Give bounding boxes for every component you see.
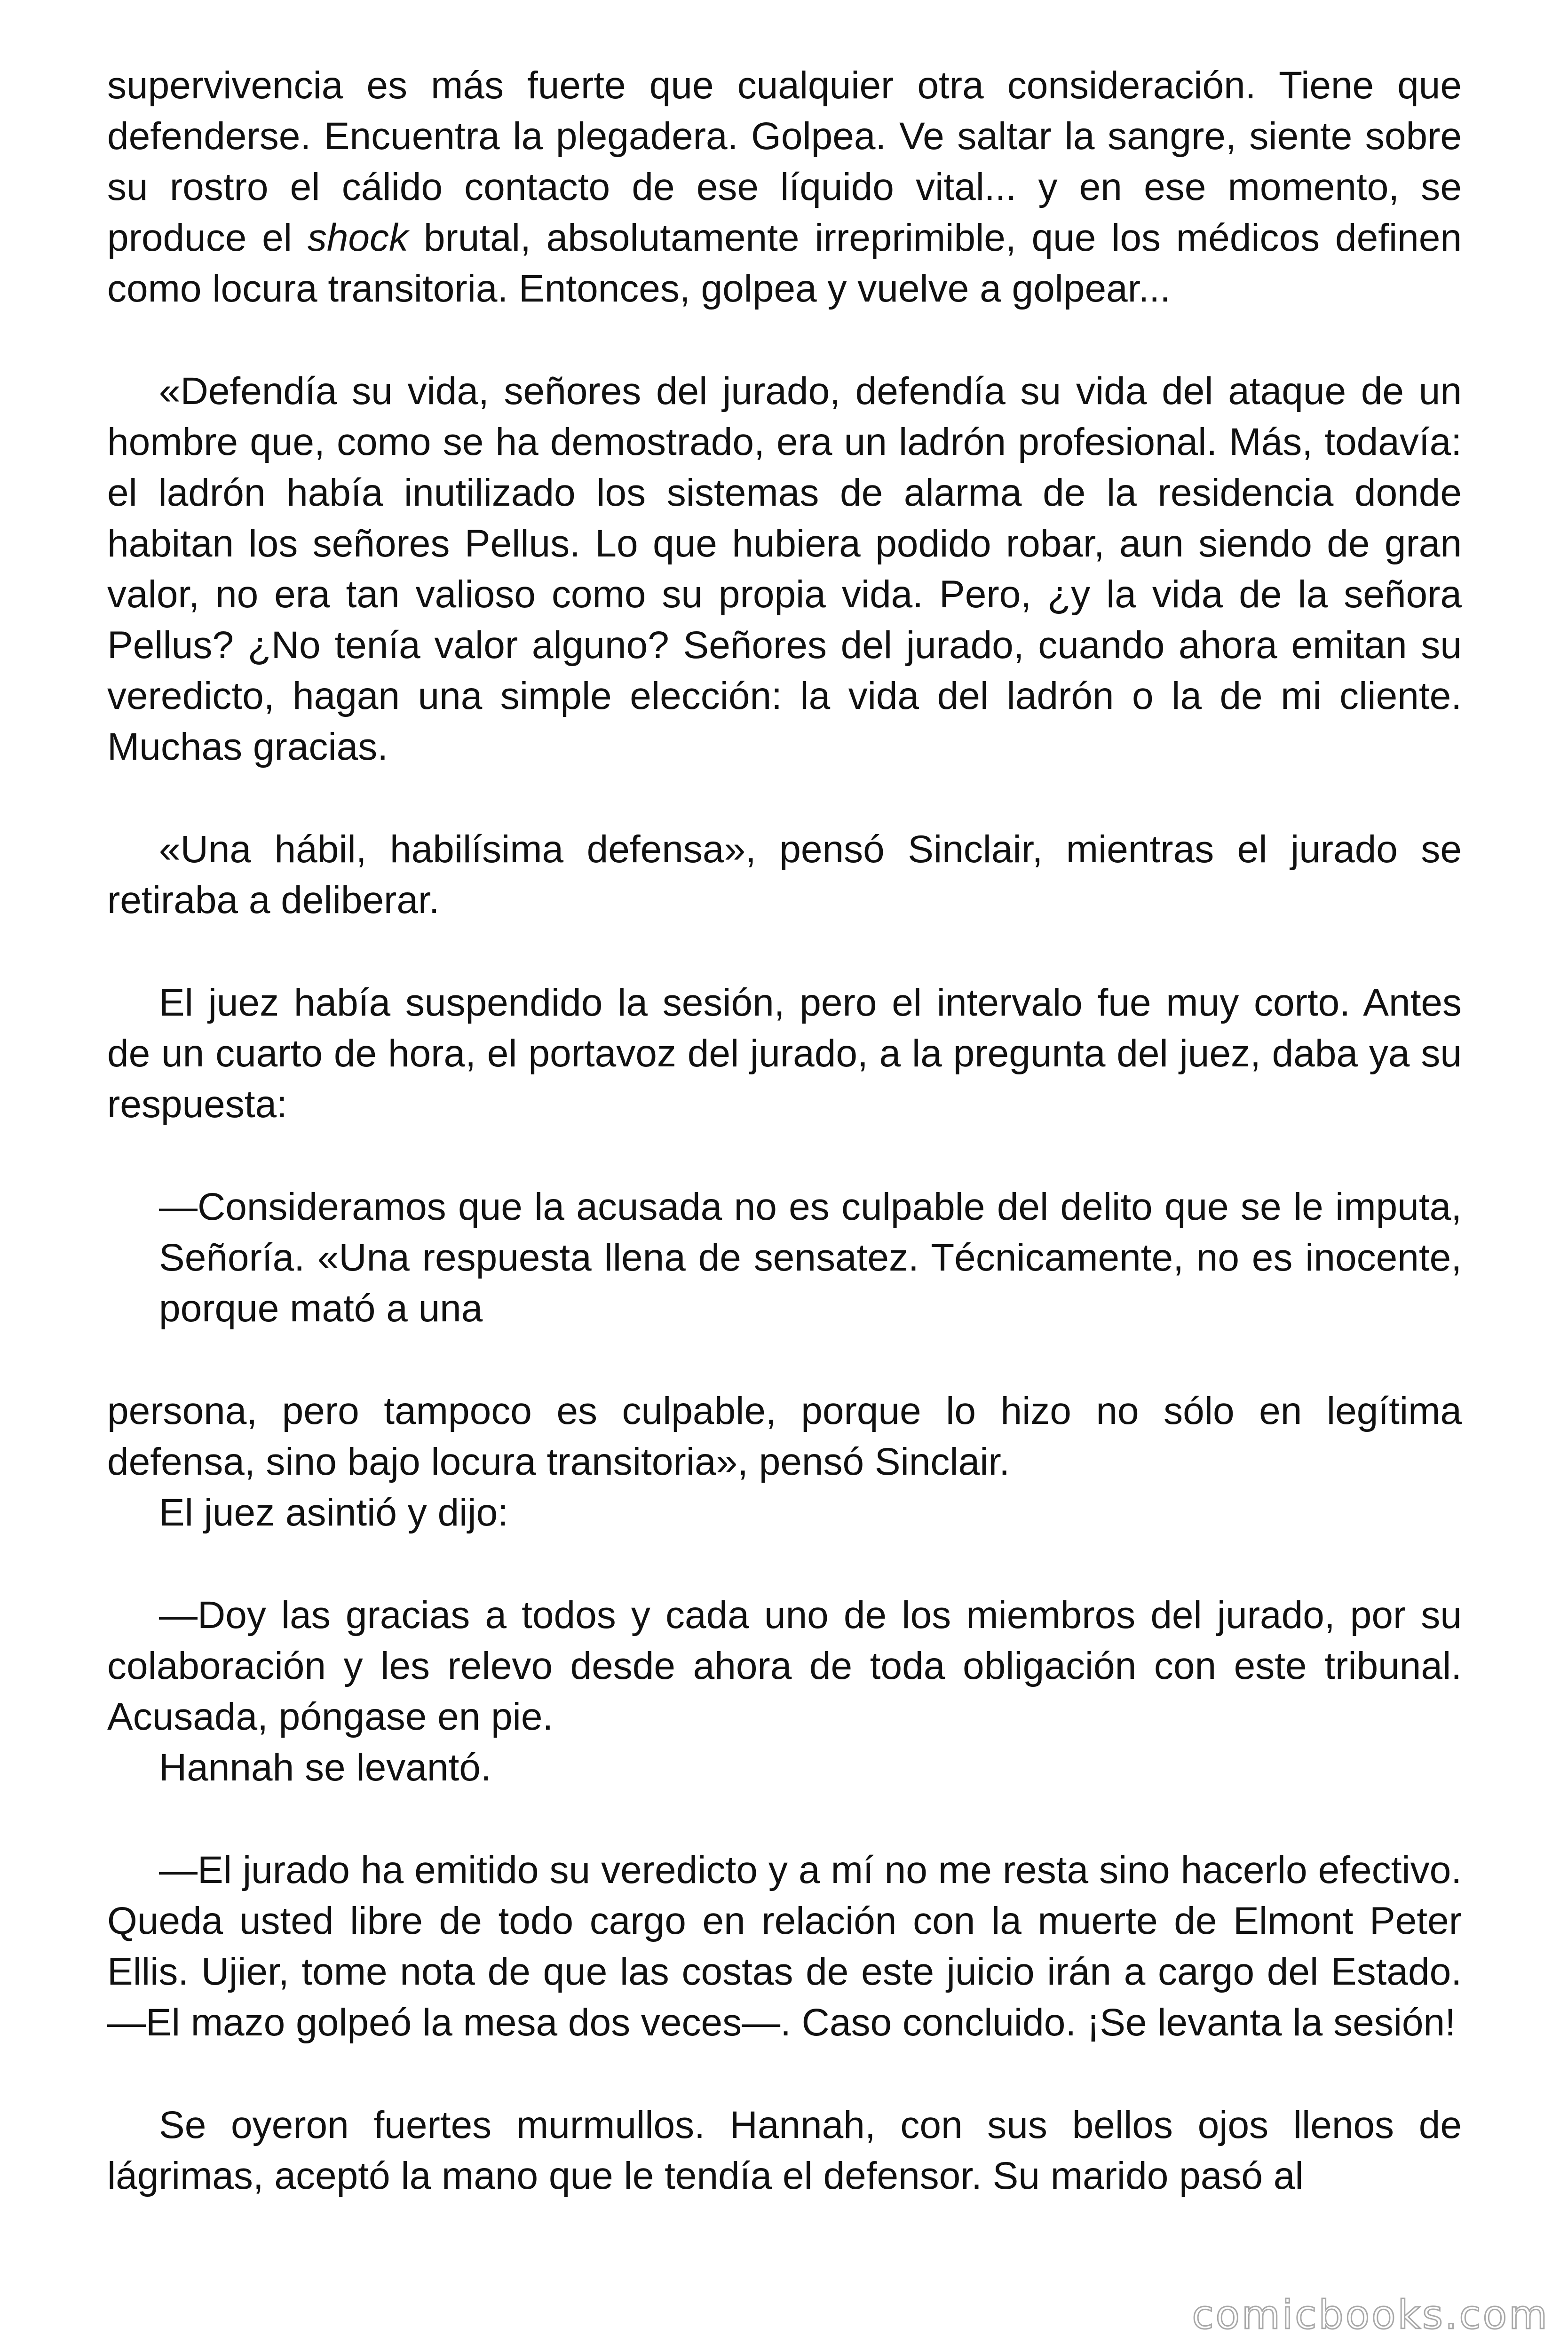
paragraph-2: «Defendía su vida, señores del jurado, defendía su vida del ataque de un hombre que, como se ha demostrado, era un ladrón profesional. Más, todavía: el ladrón había inutilizado los sistemas de alarma de la residencia donde habitan los señores Pellus. Lo que hubiera podido robar, aun siendo de gran valor, no era tan valioso como su propia vida. Pero, ¿y la vida de la señora Pellus? ¿No tenía valor alguno? Señores del jurado, cuando ahora emitan su veredicto, hagan una simple elección: la vida del ladrón o la de mi cliente. Muchas gracias. xyxy=(107,370,1462,768)
paragraph-1-emphasis: shock xyxy=(307,216,409,259)
paragraph-1-text-before: supervivencia es más fuerte que cualquier otra consideración. Tiene que defenderse. Encuentra la plegadera. Golpea. Ve saltar la sangre, siente sobre su rostro el cálido contacto de ese líquido vital... y en ese momento, se produce el xyxy=(107,64,1462,259)
paragraph-4: El juez había suspendido la sesión, pero el intervalo fue muy corto. Antes de un cuarto de hora, el portavoz del jurado, a la pregunta del juez, daba ya su respuesta: xyxy=(107,981,1462,1126)
paragraph-5: —Consideramos que la acusada no es culpable del delito que se le imputa, Señoría. «Una respuesta llena de sensatez. Técnicamente, no es inocente, porque mató a una xyxy=(159,1185,1462,1330)
paragraph-6: persona, pero tampoco es culpable, porque lo hizo no sólo en legítima defensa, sino bajo locura transitoria», pensó Sinclair. xyxy=(107,1390,1462,1483)
paragraph-1-text-after: brutal, absolutamente irreprimible, que los médicos definen como locura transitoria. Entonces, golpea y vuelve a golpear... xyxy=(107,216,1462,310)
paragraph-7: El juez asintió y dijo: xyxy=(159,1491,508,1534)
watermark-logo: comicbooks.com xyxy=(1192,2292,1549,2338)
paragraph-8: —Doy las gracias a todos y cada uno de los miembros del jurado, por su colaboración y les relevo desde ahora de toda obligación con este tribunal. Acusada, póngase en pie. xyxy=(107,1594,1462,1738)
page-body xyxy=(107,60,1462,2201)
paragraph-1 xyxy=(107,60,1462,314)
paragraph-11: Se oyeron fuertes murmullos. Hannah, con sus bellos ojos llenos de lágrimas, aceptó la mano que le tendía el defensor. Su marido pasó al xyxy=(107,2104,1462,2197)
paragraph-10: —El jurado ha emitido su veredicto y a mí no me resta sino hacerlo efectivo. Queda usted libre de todo cargo en relación con la muerte de Elmont Peter Ellis. Ujier, tome nota de que las costas de este juicio irán a cargo del Estado. —El mazo golpeó la mesa dos veces—. Caso concluido. ¡Se levanta la sesión! xyxy=(107,1849,1462,2044)
paragraph-9: Hannah se levantó. xyxy=(159,1746,491,1789)
paragraph-3: «Una hábil, habilísima defensa», pensó Sinclair, mientras el jurado se retiraba a deliberar. xyxy=(107,828,1462,922)
